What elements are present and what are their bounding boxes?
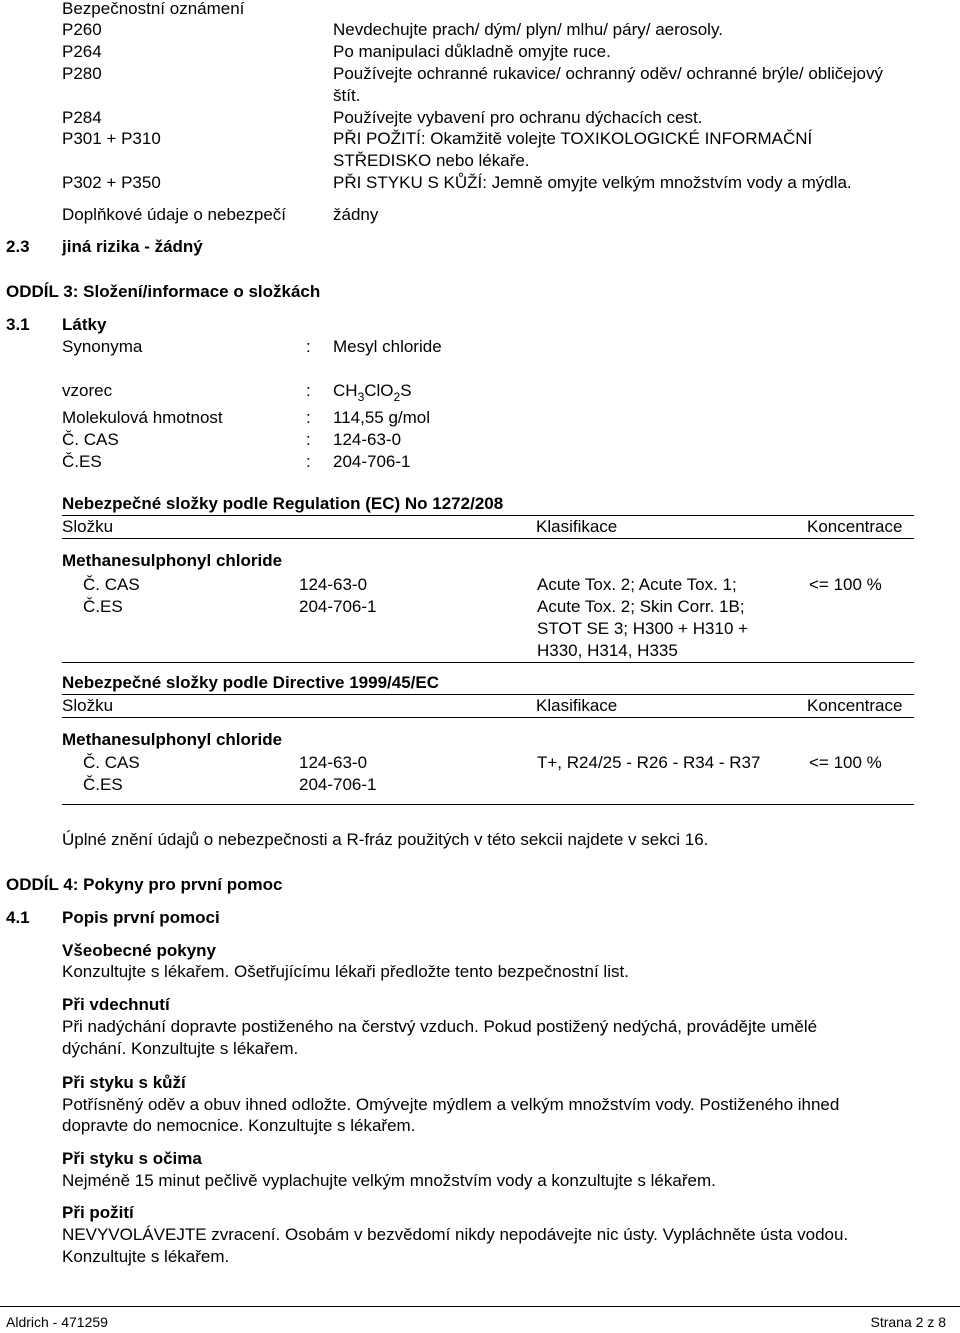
subsection-4-1-title: Popis první pomoci [62,908,220,927]
table2-header [62,694,914,718]
table2-header-component: Složku [62,696,114,715]
section-2-3-text: jiná rizika - žádný [62,237,203,256]
table1-cas-value: 124-63-0 [299,575,368,594]
precautionary-heading: Bezpečnostní oznámení [62,0,245,18]
footer-rule [0,1306,960,1307]
p-code: P280 [62,64,102,83]
table2-concentration: <= 100 % [809,753,882,772]
first-aid-text: Nejméně 15 minut pečlivě vyplachujte velkým množstvím vody a konzultujte s lékařem. [62,1171,716,1190]
supplementary-label: Doplňkové údaje o nebezpečí [62,205,286,224]
table1-title: Nebezpečné složky podle Regulation (EC) No 1272/208 [62,494,504,513]
separator: : [306,408,311,427]
es-label: Č.ES [62,452,102,471]
formula-label: vzorec [62,381,113,400]
table1-classification: Acute Tox. 2; Skin Corr. 1B; [537,597,745,616]
p-code: P301 + P310 [62,129,161,148]
p-text: PŘI POŽITÍ: Okamžitě volejte TOXIKOLOGICKÉ INFORMAČNÍ [333,129,813,148]
first-aid-text: dýchání. Konzultujte s lékařem. [62,1039,299,1058]
table1-header-component: Složku [62,517,114,536]
table2-cas-value: 124-63-0 [299,753,368,772]
table1-header [62,515,914,539]
p-code: P302 + P350 [62,173,161,192]
cas-value: 124-63-0 [333,430,402,449]
mw-value: 114,55 g/mol [333,408,431,427]
table2-es-label: Č.ES [83,775,123,794]
table2-es-value: 204-706-1 [299,775,377,794]
es-value: 204-706-1 [333,452,411,471]
first-aid-text: dopravte do nemocnice. Konzultujte s lékařem. [62,1116,416,1135]
subsection-3-1-number: 3.1 [6,315,30,334]
subsection-3-1-title: Látky [62,315,107,334]
p-code: P260 [62,20,102,39]
first-aid-text: Konzultujte s lékařem. Ošetřujícímu lékaři předložte tento bezpečnostní list. [62,962,629,981]
synonym-label: Synonyma [62,337,143,356]
first-aid-heading-ingestion: Při požití [62,1203,134,1222]
first-aid-text: NEVYVOLÁVEJTE zvracení. Osobám v bezvědomí nikdy nepodávejte nic ústy. Vypláchněte ústa vodou. [62,1225,849,1244]
section-4-title: ODDÍL 4: Pokyny pro první pomoc [6,875,283,894]
table1-cas-label: Č. CAS [83,575,140,594]
p-code: P264 [62,42,102,61]
first-aid-text: Potřísněný oděv a obuv ihned odložte. Omývejte mýdlem a velkým množstvím vody. Postiženého ihned [62,1095,840,1114]
mw-label: Molekulová hmotnost [62,408,223,427]
first-aid-heading-general: Všeobecné pokyny [62,941,217,960]
footer-left: Aldrich - 471259 [6,1314,108,1330]
table1-es-value: 204-706-1 [299,597,377,616]
p-code: P284 [62,108,102,127]
table1-concentration: <= 100 % [809,575,882,594]
table2-bottom-rule [62,804,914,805]
separator: : [306,337,311,356]
table1-classification: H330, H314, H335 [537,641,678,660]
table2-cas-label: Č. CAS [83,753,140,772]
separator: : [306,430,311,449]
first-aid-heading-inhalation: Při vdechnutí [62,995,170,1014]
table2-classification: T+, R24/25 - R26 - R34 - R37 [537,753,761,772]
p-text: PŘI STYKU S KŮŽÍ: Jemně omyjte velkým množstvím vody a mýdla. [333,173,852,192]
table2-component: Methanesulphonyl chloride [62,730,283,749]
table2-header-concentration: Koncentrace [807,696,903,715]
first-aid-heading-skin: Při styku s kůží [62,1073,186,1092]
formula-value: $CH_3ClO_2S$ [333,381,412,404]
table2-header-classification: Klasifikace [536,696,618,715]
footer-page-number: Strana 2 z 8 [870,1314,946,1330]
table1-header-concentration: Koncentrace [807,517,903,536]
first-aid-text: Při nadýchání dopravte postiženého na čerstvý vzduch. Pokud postižený nedýchá, provádějte umělé [62,1017,818,1036]
p-text: Používejte vybavení pro ochranu dýchacích cest. [333,108,703,127]
synonym-value: Mesyl chloride [333,337,442,356]
table1-bottom-rule [62,662,914,663]
p-text: STŘEDISKO nebo lékaře. [333,151,530,170]
table1-component: Methanesulphonyl chloride [62,551,283,570]
first-aid-text: Konzultujte s lékařem. [62,1247,230,1266]
p-text: Po manipulaci důkladně omyjte ruce. [333,42,611,61]
subsection-4-1-number: 4.1 [6,908,30,927]
first-aid-heading-eyes: Při styku s očima [62,1149,202,1168]
p-text: Nevdechujte prach/ dým/ plyn/ mlhu/ páry/ aerosoly. [333,20,723,39]
section3-note: Úplné znění údajů o nebezpečnosti a R-fráz použitých v této sekcii najdete v sekci 16. [62,830,709,849]
table2-title: Nebezpečné složky podle Directive 1999/45/EC [62,673,440,692]
p-text: Používejte ochranné rukavice/ ochranný oděv/ ochranné brýle/ obličejový [333,64,883,83]
p-text: štít. [333,86,361,105]
section-3-title: ODDÍL 3: Složení/informace o složkách [6,282,321,301]
supplementary-value: žádny [333,205,379,224]
table1-classification: STOT SE 3; H300 + H310 + [537,619,749,638]
separator: : [306,452,311,471]
table1-es-label: Č.ES [83,597,123,616]
section-2-3-number: 2.3 [6,237,30,256]
separator: : [306,381,311,400]
cas-label: Č. CAS [62,430,119,449]
table1-header-classification: Klasifikace [536,517,618,536]
table1-classification: Acute Tox. 2; Acute Tox. 1; [537,575,737,594]
